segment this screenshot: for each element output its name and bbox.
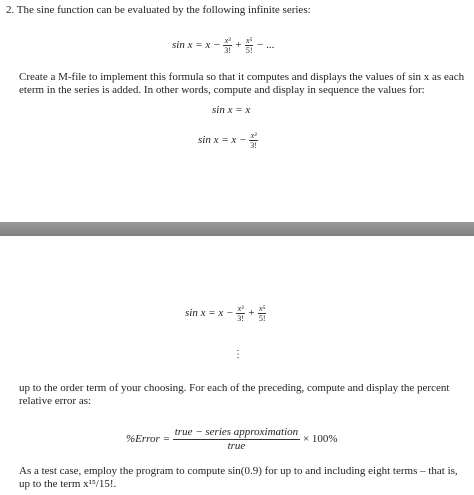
vertical-ellipsis: ⋮	[233, 349, 243, 360]
page-top	[0, 0, 474, 222]
series-lhs: sin x = x −	[172, 39, 221, 52]
error-fraction: $\frac{\text{true − series approximation}}{\text{true}}$	[174, 426, 299, 452]
error-formula	[126, 426, 338, 453]
series-tail: − ...	[256, 39, 275, 52]
page-separator	[0, 222, 474, 236]
problem-heading: 2. The sine function can be evaluated by the following infinite series:	[6, 4, 311, 16]
error-rhs: × 100%	[302, 433, 338, 446]
sequence-eq-2: sin x = x − $\frac{\text{x³}}{3!}$	[198, 131, 257, 150]
test-case-text: As a test case, employ the program to compute sin(0.9) for up to and including eight terms – that is, up to the term x¹⁵/15!.	[19, 465, 458, 490]
series-term2: $\frac{\text{x⁵}}{5!}$	[245, 36, 253, 55]
series-plus: +	[234, 39, 243, 52]
sequence-eq-3: sin x = x − $\frac{\text{x³}}{3!}$ + $\frac{\text{x⁵}}{5!}$	[185, 304, 266, 323]
page-bottom	[0, 236, 474, 495]
error-lhs: %Error =	[126, 433, 170, 446]
instruction-text: Create a M-file to implement this formula so that it computes and displays the values of sin x as each eterm in the series is added. In other words, compute and display in sequence the values for:	[19, 71, 465, 96]
sequence-eq-1: sin x = x	[212, 104, 251, 116]
series-formula	[172, 36, 275, 55]
percent-error-text: up to the order term of your choosing. For each of the preceding, compute and display the percent relative error as:	[19, 382, 450, 407]
series-term1: $\frac{\text{x³}}{3!}$	[224, 36, 231, 55]
